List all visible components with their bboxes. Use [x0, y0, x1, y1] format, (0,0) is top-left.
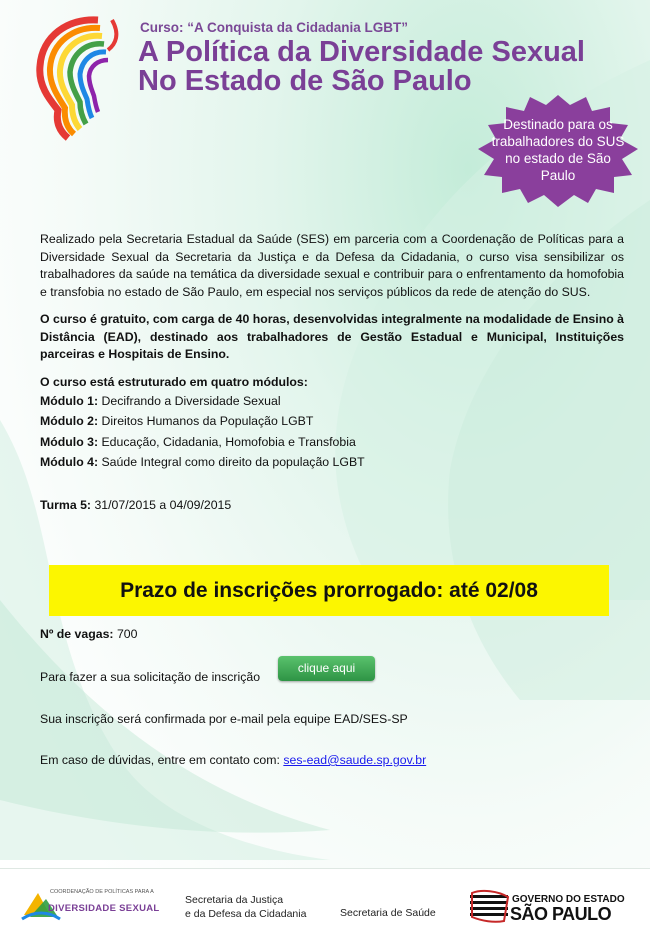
module-text: Direitos Humanos da População LGBT	[101, 414, 314, 429]
turma-label: Turma 5:	[40, 498, 92, 513]
coord-main-text: DIVERSIDADE SEXUAL	[48, 903, 160, 914]
page-title: A Política da Diversidade Sexual No Estado de São Paulo	[138, 36, 585, 97]
deadline-banner	[49, 565, 609, 616]
vagas-value: 700	[116, 627, 138, 641]
turma-line	[40, 497, 624, 515]
justica-line1: Secretaria da Justiça	[185, 894, 284, 906]
module-item	[40, 391, 624, 411]
module-item	[40, 411, 624, 431]
vagas-line	[40, 627, 137, 641]
module-label: Módulo 2:	[40, 414, 99, 429]
turma-dates: 31/07/2015 a 04/09/2015	[94, 498, 232, 513]
email-link[interactable]: ses-ead@saude.sp.gov.br	[283, 753, 427, 767]
course-info-paragraph: O curso é gratuito, com carga de 40 horas, desenvolvidas integralmente na modalidade de Ensino à Distância (EAD), destinado aos trabalhadores de Gestão Estadual e Municipal, Instituições parceiras e Hospitais de Ensino.	[40, 312, 624, 361]
module-label: Módulo 4:	[40, 454, 99, 469]
gov-main-text: SÃO PAULO	[510, 904, 612, 924]
rainbow-faces-logo	[28, 14, 128, 142]
justica-line2: e da Defesa da Cidadania	[185, 908, 307, 920]
signup-text: Para fazer a sua solicitação de inscrição	[40, 670, 261, 684]
module-label: Módulo 3:	[40, 434, 99, 449]
gov-top-text: GOVERNO DO ESTADO	[512, 894, 625, 905]
main-content	[40, 231, 624, 515]
vagas-label: Nº de vagas:	[40, 627, 114, 641]
module-label: Módulo 1:	[40, 394, 99, 408]
modules-heading: O curso está estruturado em quatro módulos:	[40, 374, 308, 389]
contact-text: Em caso de dúvidas, entre em contato com:	[40, 753, 280, 767]
deadline-text: Prazo de inscrições prorrogado: até 02/08	[120, 578, 538, 602]
badge-text: Destinado para os trabalhadores do SUS no estado de São Paulo	[491, 117, 625, 183]
module-item	[40, 452, 624, 472]
confirm-text: Sua inscrição será confirmada por e-mail pela equipe EAD/SES-SP	[40, 712, 408, 726]
justica-text	[185, 893, 306, 921]
module-item	[40, 432, 624, 452]
footer	[0, 869, 650, 939]
module-text: Saúde Integral como direito da população LGBT	[101, 454, 365, 469]
saude-text: Secretaria de Saúde	[340, 907, 436, 919]
module-text: Educação, Cidadania, Homofobia e Transfobia	[101, 434, 356, 449]
intro-paragraph: Realizado pela Secretaria Estadual da Saúde (SES) em parceria com a Coordenação de Políticas para a Diversidade Sexual da Secretaria da Justiça e da Defesa da Cidadania, o curso visa sensibilizar os trabalhadores da saúde na temática da diversidade sexual e contribuir para o enfrentamento da homofobia e transfobia no estado de São Paulo, em especial nos serviços públicos da rede de atenção do SUS.	[40, 232, 624, 299]
signup-button[interactable]: clique aqui	[278, 656, 375, 681]
coord-small-text: COORDENAÇÃO DE POLÍTICAS PARA A	[50, 889, 154, 895]
course-label: Curso: “A Conquista da Cidadania LGBT”	[140, 20, 409, 35]
module-text: Decifrando a Diversidade Sexual	[101, 394, 281, 408]
contact-line	[40, 753, 426, 767]
sao-paulo-map-icon	[468, 887, 512, 927]
